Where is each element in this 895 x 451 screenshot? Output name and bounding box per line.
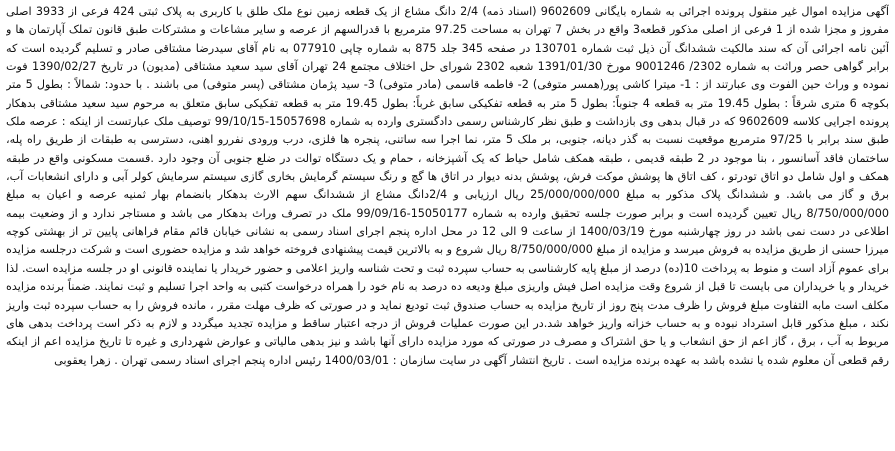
auction-notice-text: آگهی مزایده اموال غیر منقول پرونده اجرائی به شماره بایگانی 9602609 (اسناد ذمه) 2/4 دانگ مشاع از یک قطعه زمین نوع ملک طلق با کاربری به پلاک ثبتی 424 فرعی از 3933 اصلی مفروز و مجزا شده از 1 فرعی از اصلی مذکور قطعه3 واقع در بخش 7 تهران به مساحت 97.25 مترمربع با قدرالسهم از عرصه و سایر مشاعات و مشترکات طبق قانون تملک آپارتمان ها و آئین نامه اجرائی آن که سند مالکیت ششدانگ آن ذیل ثبت شماره 130701 در صفحه 345 جلد 875 به شماره چاپی 077910 به نام آقای سیدرضا مشتاقی صادر و تسلیم گردیده است که برابر گواهی حصر وراثت به شماره 2302/ 9001246 مورخ 1391/01/30 شعبه 2302 شورای حل اختلاف مجتمع 24 تهران آقای سید سعید مشتاقی (مدیون) در تاریخ 1390/02/27 فوت نموده و وراث حین الفوت وی عبارتند از : 1- میترا کاشی پور(همسر متوفی) 2- فاطمه قاسمی (مادر متوفی) 3- سید پژمان مشتاقی (پسر متوفی) می باشند . با حدود: شمالاً : بطول 5 متر بکوچه 6 متری شرقاً : بطول 19.45 متر به قطعه 4 جنوباً: بطول 5 متر به قطعه تفکیکی سابق غرباً: بطول 19.45 متر به قطعه تفکیکی سابق متعلق به مرحوم سید سعید مشتاقی بدهکار پرونده اجرایی کلاسه 9602609 که در قبال بدهی وی بازداشت و طبق نظر کارشناس رسمی دادگستری وارده به شماره 15057698-99/10/15 توصیف ملک عبارتست از اینکه : عرصه ملک طبق سند برابر با 97/25 مترمربع موقعیت نسبت به گذر دیانه، جنوبی، بر ملک 5 متر، نما اجرا سه ساتنی، پنجره ها فلزی، درب ورودی نفررو اهنی، دسترسی به طبقات از طریق راه پله، ساختمان فاقد آسانسور ، بنا موجود در 2 طبقه قدیمی ، طبقه همکف شامل حیاط که یک آشپزخانه ، حمام و یک دستگاه توالت در ضلع جنوبی آن وجود دارد .قسمت مسکونی واقع در طبقه همکف و اول شامل دو اتاق تودرتو ، کف اتاق ها پوشش موکت فرش، پوشش بدنه دیوار در اتاق ها گچ و رنگ سیستم گرمایش بخاری گازی سیستم سرمایش کولر آبی و دارای انشعابات آب، برق و گاز می باشد. و ششدانگ پلاک مذکور به مبلغ 25/000/000/000 ریال ارزیابی و 2/4دانگ مشاع از ششدانگ سهم الارث بدهکار بانضمام بهار ثمنیه عرصه و اعیان به مبلغ 8/750/000/000 ریال تعیین گردیده است و برابر صورت جلسه تحقیق وارده به شماره 15050177-99/09/16 ملک در تصرف وراث بدهکار می باشد و مستاجر ندارد و از وضعیت بیمه اطلاعی در دست نمی باشد در روز چهارشنبه مورخ 1400/03/19 از ساعت 9 الی 12 در محل اداره پنجم اجرای اسناد رسمی به نشانی خیابان قائم مقام فراهانی پایین تر از بهشتی کوچه میرزا حسنی از طریق مزایده به فروش میرسد و مزایده از مبلغ 8/750/000/000 ریال شروع و به بالاترین قیمت پیشنهادی فروخته خواهد شد و مزایده حضوری است و شرکت درجلسه مزایده برای عموم آزاد است و منوط به پرداخت 10(ده) درصد از مبلغ پایه کارشناسی به حساب سپرده ثبت و تحت شناسه واریز اعلامی و حضور خریدار یا نماینده قانونی او در جلسه مزایده است. لذا خریدار و یا خریداران می بایست تا قبل از شروع وقت مزایده اصل فیش واریزی مبلغ ودیعه ده درصد به نام خود را همراه درخواست کتبی به واحد اجرا تسلیم و ثبت نمایند. ضمناً برنده مزایده مکلف است مابه التفاوت مبلغ فروش را ظرف مدت پنج روز از تاریخ مزایده به حساب صندوق ثبت تودیع نماید و در صورتی که ظرف مهلت مقرر ، مانده فروش را به حساب سپرده ثبت واریز نکند ، مبلغ مذکور قابل استرداد نبوده و به حساب خزانه واریز خواهد شد.در این صورت عملیات فروش از درجه اعتبار ساقط و مزایده تجدید میگردد و لازم به ذکر است پرداخت بدهی های مربوط به آب ، برق ، گاز اعم از حق انشعاب و یا حق اشتراک و مصرف در صورتی که مورد مزایده دارای آنها باشد و نیز بدهی مالیاتی و عوارض شهرداری و غیره تا تاریخ مزایده اعم از اینکه رقم قطعی آن معلوم شده یا نشده باشد به عهده برنده مزایده است . تاریخ انتشار آگهی در سایت سازمان : 1400/03/01 رئیس اداره پنجم اجرای اسناد رسمی تهران . زهرا یعقوبی — [6, 5, 889, 367]
